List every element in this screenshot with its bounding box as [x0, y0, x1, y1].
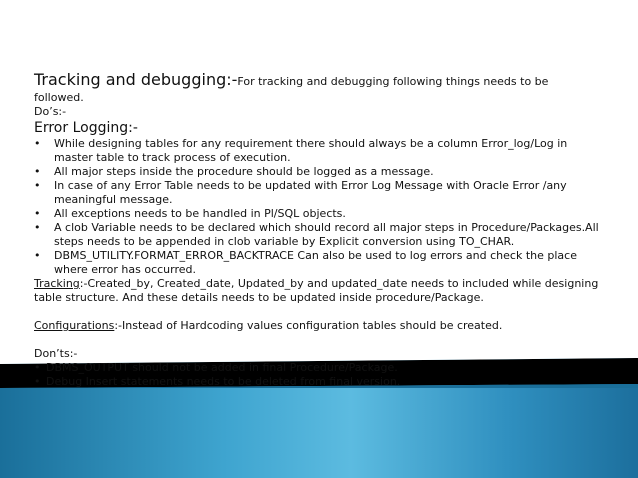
list-item: • While designing tables for any requirement there should always be a column Error_log/Log in master table to track process of execution.	[34, 137, 568, 164]
dos-label: Do’s:-	[34, 105, 67, 118]
error-logging-list	[34, 137, 604, 277]
list-item: • All major steps inside the procedure should be logged as a message.	[34, 165, 434, 178]
list-item: • Debug Insert statements needs to be deleted from final version.	[34, 375, 401, 388]
config-paragraph	[34, 319, 604, 333]
donts-label: Don’ts:-	[34, 347, 78, 360]
bullet-icon: •	[34, 375, 41, 388]
slide-content	[34, 70, 604, 389]
list-item: • All exceptions needs to be handled in Pl/SQL objects.	[34, 207, 346, 220]
title-text: Tracking and debugging:-	[34, 70, 238, 89]
title-intro: For tracking and debugging following things needs to be	[237, 75, 549, 88]
config-label: Configurations	[34, 319, 115, 332]
title-continuation: followed.	[34, 91, 84, 104]
config-text: :-Instead of Hardcoding values configuration tables should be created.	[114, 319, 503, 332]
list-item: • DBMS_UTILITY.FORMAT_ERROR_BACKTRACE Can also be used to log errors and check the place where error has occurred.	[34, 249, 577, 276]
bullet-icon: •	[34, 165, 41, 178]
bullet-icon: •	[34, 221, 41, 234]
list-item: • In case of any Error Table needs to be updated with Error Log Message with Oracle Error /any meaningful message.	[34, 179, 567, 206]
tracking-continuation: table structure. And these details needs to be updated inside procedure/Package.	[34, 291, 484, 304]
donts-list	[34, 361, 604, 389]
error-logging-heading: Error Logging:-	[34, 120, 138, 136]
list-item: • DBMS_OUTPUT should not be added in final Procedure/Package.	[34, 361, 398, 374]
slide-title	[34, 70, 604, 91]
tracking-text: :-Created_by, Created_date, Updated_by and updated_date needs to included while designing	[79, 277, 599, 290]
bullet-icon: •	[34, 249, 41, 262]
tracking-label: Tracking	[34, 277, 80, 290]
bullet-icon: •	[34, 361, 41, 374]
bullet-icon: •	[34, 207, 41, 220]
tracking-paragraph	[34, 277, 604, 291]
bullet-icon: •	[34, 179, 41, 192]
list-item: • A clob Variable needs to be declared which should record all major steps in Procedure/Packages.All steps needs to be appended in clob variable by Explicit conversion using TO_CHAR.	[34, 221, 599, 248]
bullet-icon: •	[34, 137, 41, 150]
